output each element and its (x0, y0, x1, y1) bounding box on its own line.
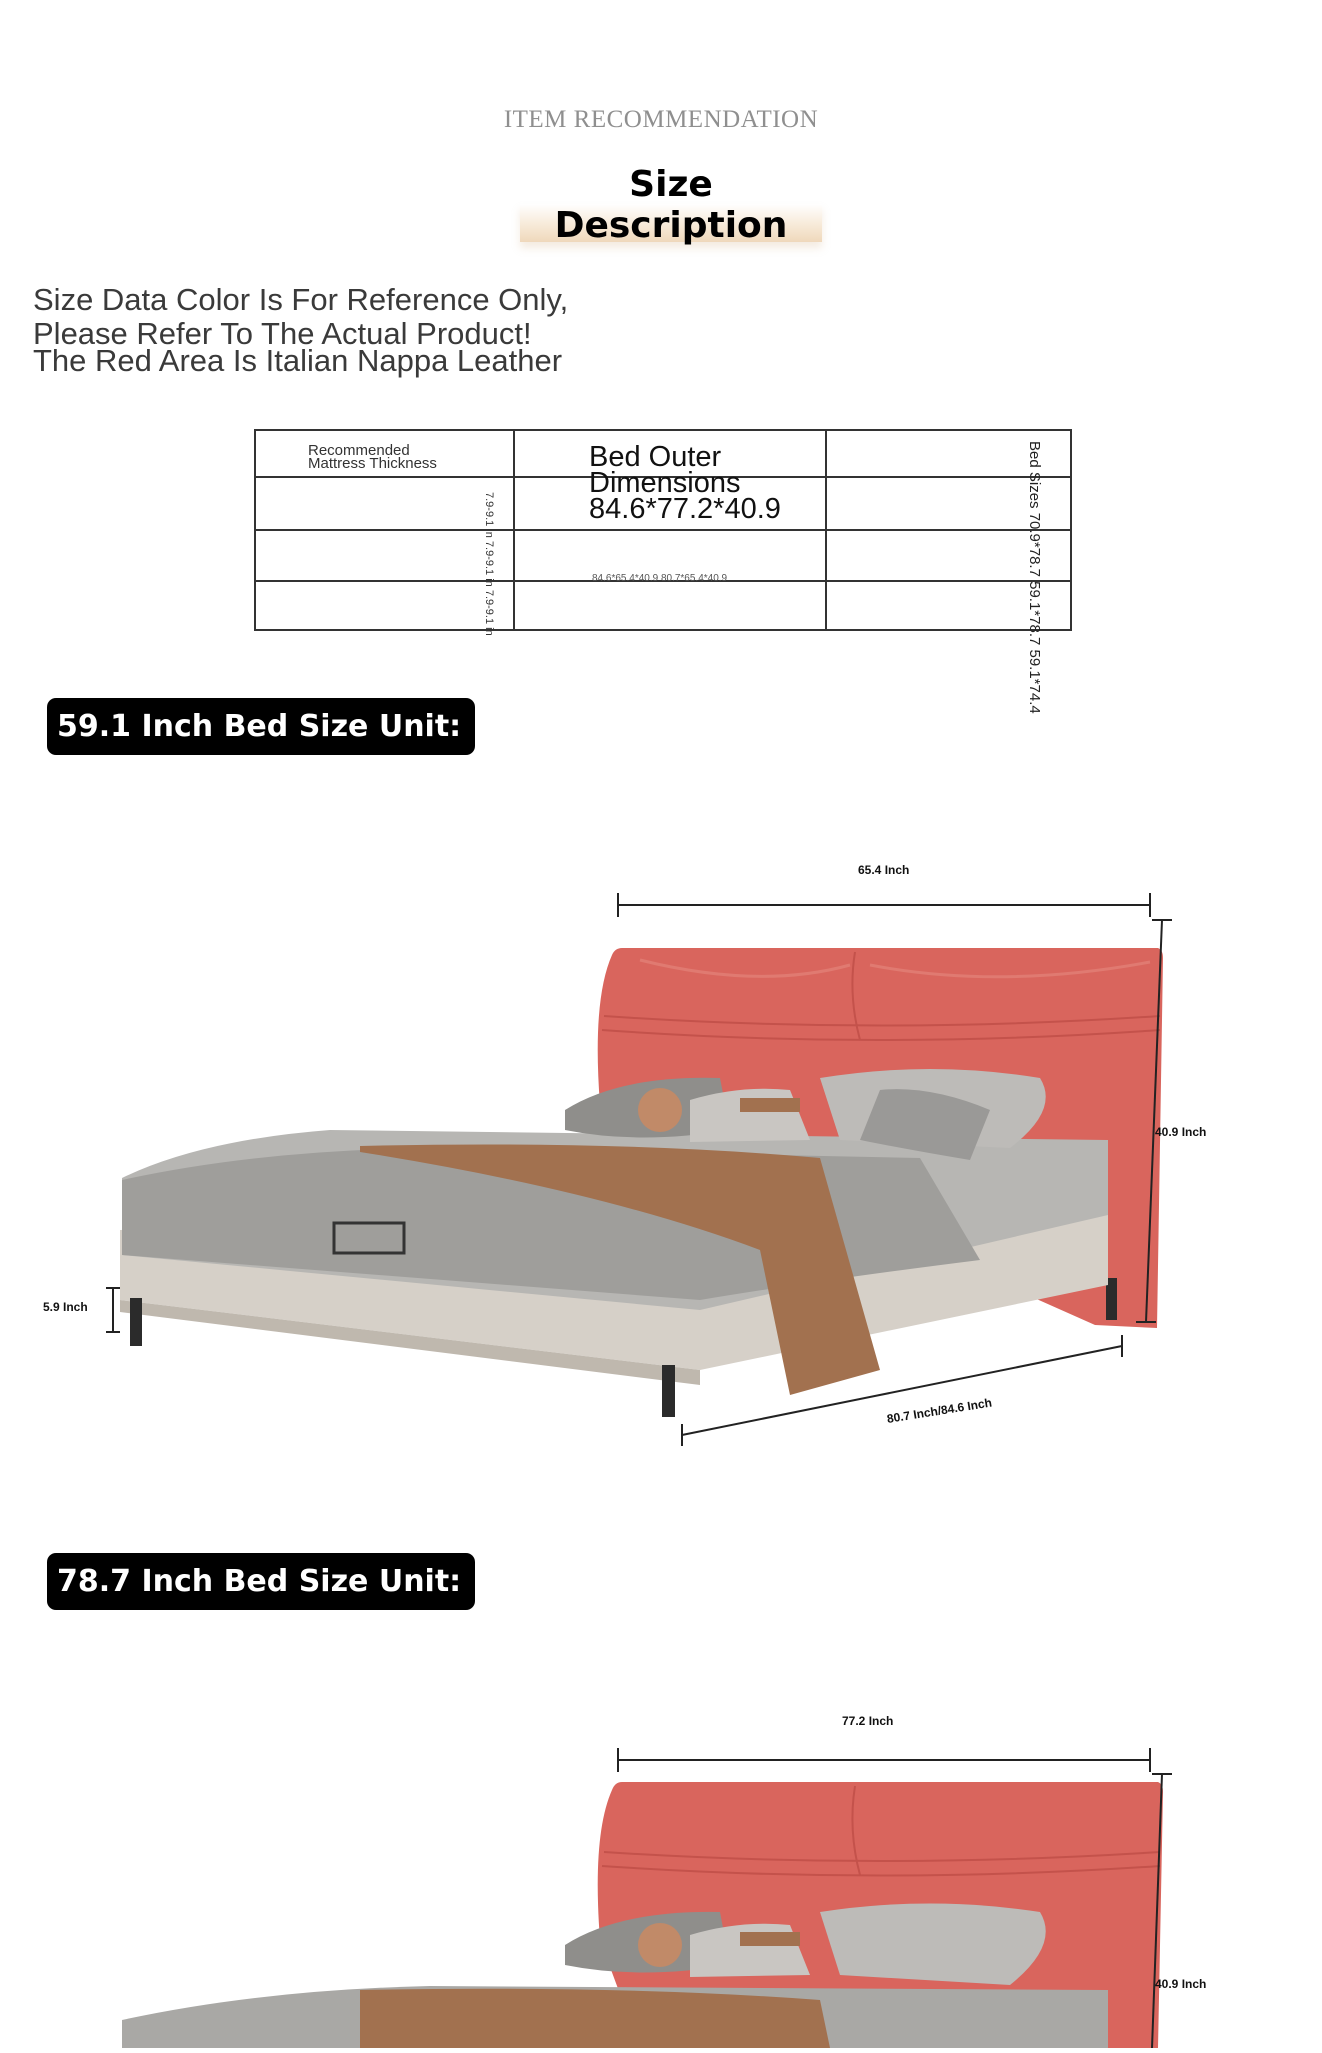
height-dimension-label: 40.9 Inch (1155, 1125, 1207, 1139)
mattress-thickness-values: 7.9-9.1 in 7.9-9.1 in 7.9-9.1 in (483, 492, 495, 636)
width-dimension-label: 77.2 Inch (842, 1714, 894, 1728)
leg-height-label: 5.9 Inch (43, 1300, 88, 1314)
bed-sizes-values: Bed Sizes 70.9*78.7 59.1*78.7 59.1*74.4 (1026, 441, 1043, 714)
reference-note-line-1: Size Data Color Is For Reference Only, (33, 282, 569, 317)
bed-diagram-78 (0, 1680, 1322, 2048)
title-block (520, 150, 822, 246)
section-eyebrow: ITEM RECOMMENDATION (503, 106, 819, 133)
table-divider (256, 529, 1070, 531)
bed-diagram-59 (0, 845, 1322, 1495)
bed-illustration (0, 1680, 1322, 2048)
width-dimension-label: 65.4 Inch (858, 863, 910, 877)
reference-note-line-3: The Red Area Is Italian Nappa Leather (33, 343, 563, 378)
length-dimension-label: 80.7 Inch/84.6 Inch (885, 1395, 993, 1426)
mattress-thickness-header: Recommended Mattress Thickness (308, 442, 437, 472)
bed-illustration (0, 845, 1322, 1495)
bed-outer-dimensions-header: Bed Outer Dimensions 84.6*77.2*40.9 (589, 441, 781, 525)
outer-dimensions-values: 84.6*65.4*40.9 80.7*65.4*40.9 (592, 573, 728, 584)
height-dimension-label: 40.9 Inch (1155, 1977, 1207, 1991)
bed-size-badge-59: 59.1 Inch Bed Size Unit: CM (47, 698, 475, 755)
reference-note-line-2: Please Refer To The Actual Product! (33, 316, 532, 351)
page-title: Size Description (554, 164, 788, 246)
size-spec-table (254, 429, 1072, 714)
bed-size-badge-78: 78.7 Inch Bed Size Unit: CM (47, 1553, 475, 1610)
